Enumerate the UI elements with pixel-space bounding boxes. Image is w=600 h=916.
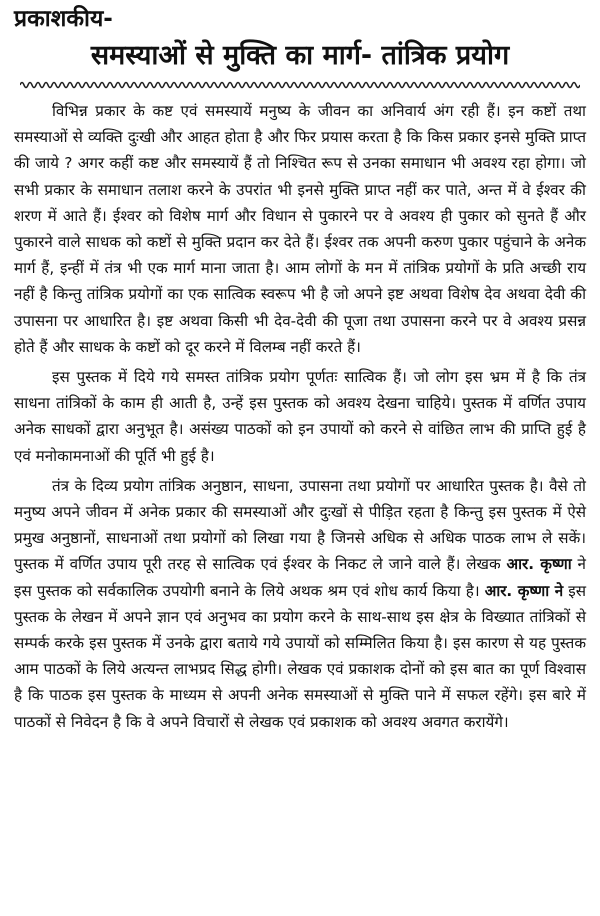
paragraph-author	[14, 473, 586, 735]
paragraph-author-part2: ने इस पुस्तक को सर्वकालिक उपयोगी बनाने के लिये अथक श्रम एवं शोध कार्य किया है।	[14, 555, 586, 600]
paragraph-author-part1: तंत्र के दिव्य प्रयोग तांत्रिक अनुष्ठान, साधना, उपासना तथा प्रयोगों पर आधारित पुस्तक है। वैसे तो मनुष्य अपने जीवन में अनेक प्रकार की समस्याओं और दुःखों से पीड़ित रहता है किन्तु इस पुस्तक में ऐसे प्रमुख अनुष्ठानों, साधनाओं तथा प्रयोगों को लिखा गया है जिनसे अधिक से अधिक पाठक लाभ ले सकें। पुस्तक में वर्णित उपाय पूरी तरह से सात्विक एवं ईश्वर के निकट ले जाने वाले हैं। लेखक	[14, 476, 586, 574]
decorative-divider	[20, 78, 580, 92]
publisher-note-label: प्रकाशकीय-	[14, 6, 113, 32]
paragraph-book-nature: इस पुस्तक में दिये गये समस्त तांत्रिक प्रयोग पूर्णतः सात्विक हैं। जो लोग इस भ्रम में है कि तंत्र साधना तांत्रिकों के काम ही आती है, उन्हें इस पुस्तक को अवश्य देखना चाहिये। पुस्तक में वर्णित उपाय अनेक साधकों द्वारा अनुभूत है। असंख्य पाठकों को इन उपायों को करने से वांछित लाभ की प्राप्ति हुई है एवं मनोकामनाओं की पूर्ति भी हुई है।	[14, 368, 586, 465]
page-title: समस्याओं से मुक्ति का मार्ग- तांत्रिक प्रयोग	[90, 40, 510, 71]
paragraph-author-part3: इस पुस्तक के लेखन में अपने ज्ञान एवं अनुभव का प्रयोग करने के साथ-साथ इस क्षेत्र के विख्यात तांत्रिकों से सम्पर्क करके इस पुस्तक में उनके द्वारा बताये गये उपायों को सम्मिलित किया है। इस कारण से यह पुस्तक आम पाठकों के लिये अत्यन्त लाभप्रद सिद्ध होगी। लेखक एवं प्रकाशक दोनों को इस बात का पूर्ण विश्वास है कि पाठक इस पुस्तक के माध्यम से अपनी अनेक समस्याओं से मुक्ति पाने में सफल रहेंगे। इस बारे में पाठकों से निवेदन है कि वे अपने विचारों से लेखक एवं प्रकाशक को अवश्य अवगत करायेंगे।	[14, 581, 586, 731]
paragraph-intro: विभिन्न प्रकार के कष्ट एवं समस्यायें मनुष्य के जीवन का अनिवार्य अंग रही हैं। इन कष्टों तथा समस्याओं से व्यक्ति दुःखी और आहत होता है और फिर प्रयास करता है कि किस प्रकार इनसे मुक्ति प्राप्त की जाये ? अगर कहीं कष्ट और समस्यायें हैं तो निश्चित रूप से उनका समाधान भी अवश्य रहा होगा। जो सभी प्रकार के समाधान तलाश करने के उपरांत भी इनसे मुक्ति प्राप्त नहीं कर पाते, अन्त में वे ईश्वर की शरण में आते हैं। ईश्वर को विशेष मार्ग और विधान से पुकारने पर वे अवश्य ही पुकार को सुनते हैं और पुकारने वाले साधक को कष्टों से मुक्ति प्रदान कर देते हैं। ईश्वर तक अपनी करुण पुकार पहुंचाने के अनेक मार्ग हैं, इन्हीं में तंत्र भी एक मार्ग माना जाता है। आम लोगों के मन में तांत्रिक प्रयोगों के प्रति अच्छी राय नहीं है किन्तु तांत्रिक प्रयोगों का एक सात्विक स्वरूप भी है जो अपने इष्ट अथवा विशेष देव अथवा देवी की उपासना पर आधारित है। इष्ट अथवा किसी भी देव-देवी की पूजा तथा उपासना करने पर वे अवश्य प्रसन्न होते हैं और साधक के कष्टों को दूर करने में विलम्ब नहीं करते हैं।	[14, 102, 586, 356]
author-name: आर. कृष्णा	[506, 555, 572, 574]
author-name-2: आर. कृष्णा ने	[484, 581, 564, 600]
